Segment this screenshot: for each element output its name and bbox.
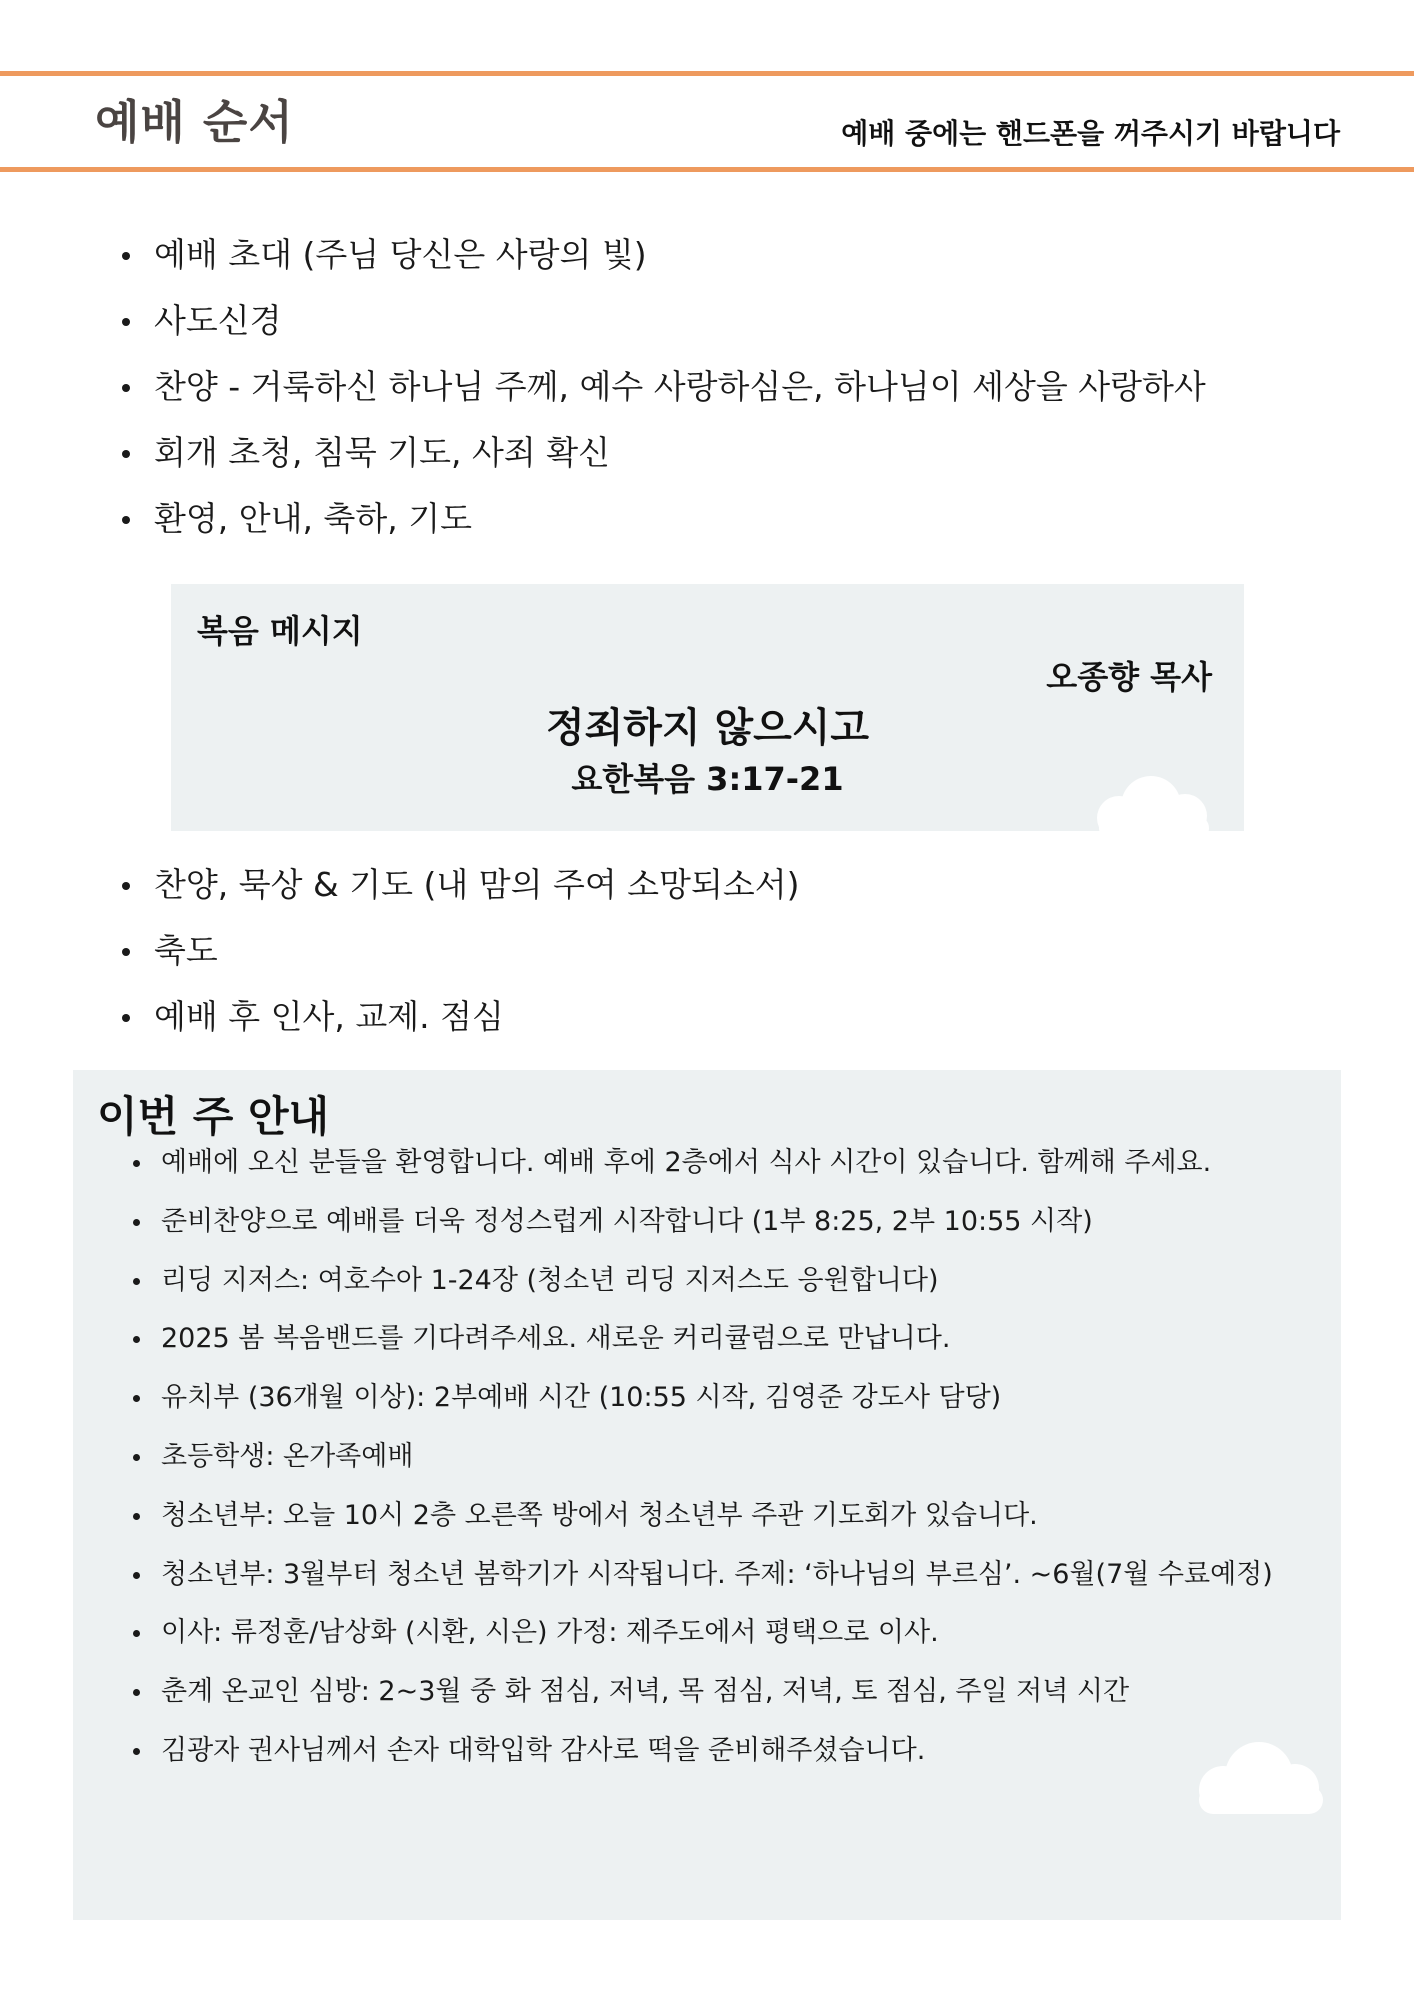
list-item: 예배에 오신 분들을 환영합니다. 예배 후에 2층에서 식사 시간이 있습니다. 함께해 주세요. (131, 1140, 1273, 1199)
announcements-title: 이번 주 안내 (97, 1092, 330, 1141)
sermon-title: 정죄하지 않으시고 (545, 705, 870, 751)
list-item: 회개 초청, 침묵 기도, 사죄 확신 (118, 428, 1206, 494)
list-item: 김광자 권사님께서 손자 대학입학 감사로 떡을 준비해주셨습니다. (131, 1728, 1273, 1787)
order-list-before (118, 230, 1206, 560)
page-title: 예배 순서 (95, 95, 294, 149)
list-item: 축도 (118, 926, 799, 992)
order-list-after (118, 860, 799, 1058)
list-item: 유치부 (36개월 이상): 2부예배 시간 (10:55 시작, 김영준 강도사 담당) (131, 1375, 1273, 1434)
cloud-icon (1191, 1740, 1331, 1816)
list-item: 춘계 온교인 심방: 2~3월 중 화 점심, 저녁, 목 점심, 저녁, 토 점심, 주일 저녁 시간 (131, 1669, 1273, 1728)
announcements-panel (73, 1070, 1341, 1920)
list-item: 초등학생: 온가족예배 (131, 1434, 1273, 1493)
sermon-label: 복음 메시지 (197, 612, 363, 650)
sermon-reference: 요한복음 3:17-21 (571, 760, 844, 798)
list-item: 청소년부: 3월부터 청소년 봄학기가 시작됩니다. 주제: ‘하나님의 부르심’. ~6월(7월 수료예정) (131, 1552, 1273, 1611)
list-item: 이사: 류정훈/남상화 (시환, 시은) 가정: 제주도에서 평택으로 이사. (131, 1610, 1273, 1669)
list-item: 환영, 안내, 축하, 기도 (118, 494, 1206, 560)
list-item: 찬양 - 거룩하신 하나님 주께, 예수 사랑하심은, 하나님이 세상을 사랑하사 (118, 362, 1206, 428)
list-item: 사도신경 (118, 296, 1206, 362)
list-item: 예배 초대 (주님 당신은 사랑의 빛) (118, 230, 1206, 296)
list-item: 준비찬양으로 예배를 더욱 정성스럽게 시작합니다 (1부 8:25, 2부 10:55 시작) (131, 1199, 1273, 1258)
list-item: 리딩 지저스: 여호수아 1-24장 (청소년 리딩 지저스도 응원합니다) (131, 1258, 1273, 1317)
header-rule-top (0, 71, 1414, 76)
preacher-name: 오종향 목사 (1046, 658, 1212, 696)
list-item: 2025 봄 복음밴드를 기다려주세요. 새로운 커리큘럼으로 만납니다. (131, 1316, 1273, 1375)
cloud-icon (1089, 776, 1219, 831)
announcements-list (131, 1140, 1273, 1787)
list-item: 찬양, 묵상 & 기도 (내 맘의 주여 소망되소서) (118, 860, 799, 926)
sermon-panel (171, 584, 1244, 831)
phone-notice: 예배 중에는 핸드폰을 꺼주시기 바랍니다 (841, 117, 1340, 150)
list-item: 청소년부: 오늘 10시 2층 오른쪽 방에서 청소년부 주관 기도회가 있습니다. (131, 1493, 1273, 1552)
list-item: 예배 후 인사, 교제. 점심 (118, 992, 799, 1058)
header-rule-bottom (0, 167, 1414, 172)
